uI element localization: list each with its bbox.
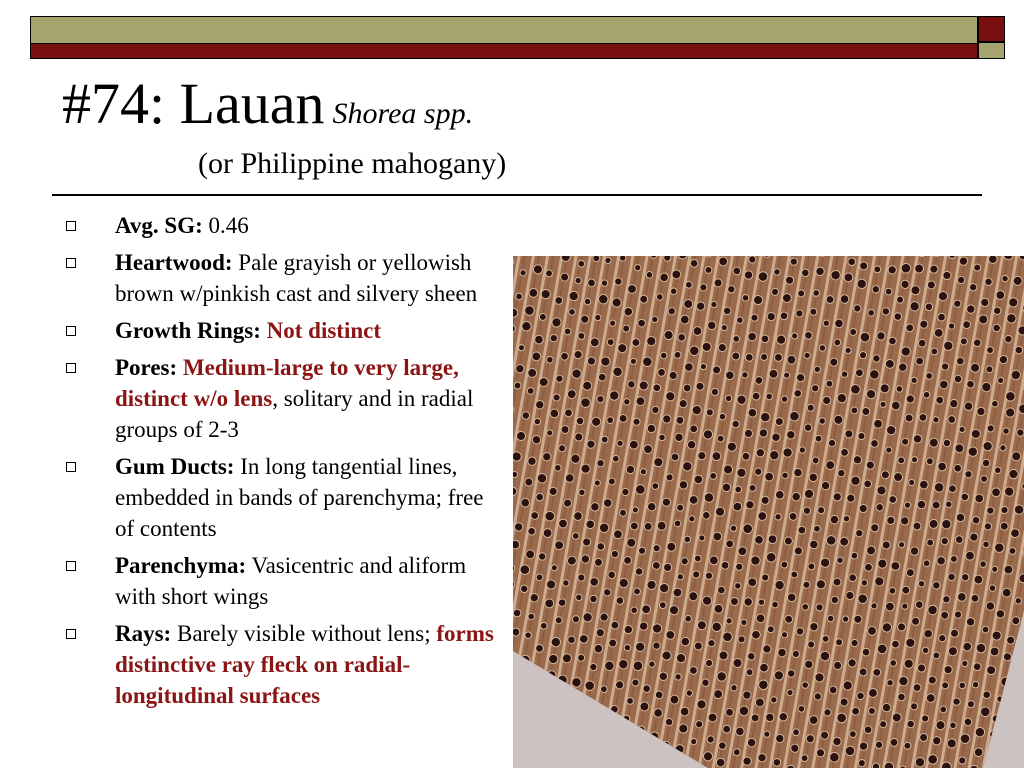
bullet-text: Pale grayish or yellowish brown w/pinkish cast and silvery sheen [115, 250, 478, 306]
square-bullet-icon [66, 221, 76, 231]
square-bullet-icon [66, 561, 76, 571]
title-divider [52, 194, 982, 196]
square-bullet-icon [66, 462, 76, 472]
title-main: #74: Lauan [62, 71, 325, 136]
bullet-label: Heartwood: [115, 250, 233, 275]
bullet-item [62, 618, 502, 711]
title-scientific-name: Shorea spp. [332, 97, 474, 130]
square-bullet-icon [66, 363, 76, 373]
wood-cross-section-graphic [513, 256, 1024, 768]
header-red-square [978, 16, 1005, 42]
header-olive-bar [30, 16, 978, 45]
header-olive-square [978, 42, 1005, 59]
bullet-highlight-text: Medium-large to very large, distinct w/o lens [115, 355, 459, 411]
bullet-item [62, 247, 502, 309]
header-red-bar [30, 43, 978, 59]
bullet-list [62, 210, 502, 717]
bullet-item [62, 210, 502, 241]
bullet-item [62, 352, 502, 445]
bullet-item [62, 550, 502, 612]
bullet-text: Vasicentric and aliform with short wings [115, 553, 467, 609]
bullet-label: Gum Ducts: [115, 454, 235, 479]
bullet-item [62, 315, 502, 346]
bullet-label: Rays: [115, 621, 172, 646]
square-bullet-icon [66, 258, 76, 268]
bullet-text: , solitary and in radial groups of 2-3 [115, 386, 474, 442]
bullet-text: 0.46 [202, 213, 249, 238]
bullet-label: Pores: [115, 355, 178, 380]
bullet-label: Growth Rings: [115, 318, 261, 343]
slide-subtitle: (or Philippine mahogany) [198, 147, 507, 180]
square-bullet-icon [66, 629, 76, 639]
bullet-text: In long tangential lines, embedded in bands of parenchyma; free of contents [115, 454, 484, 541]
bullet-highlight-text: forms distinctive ray fleck on radial-longitudinal surfaces [115, 621, 494, 708]
bullet-text: Barely visible without lens; [171, 621, 437, 646]
bullet-label: Parenchyma: [115, 553, 247, 578]
slide-title [62, 72, 473, 146]
square-bullet-icon [66, 326, 76, 336]
bullet-item [62, 451, 502, 544]
bullet-highlight-text: Not distinct [266, 318, 382, 343]
bullet-label: Avg. SG: [115, 213, 203, 238]
wood-micrograph-image [513, 256, 1024, 768]
